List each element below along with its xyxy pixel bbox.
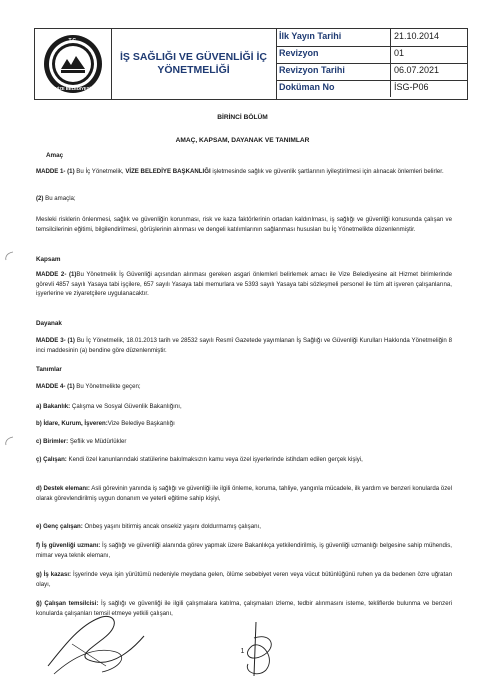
meta-key: Revizyon Tarihi <box>279 65 345 75</box>
article-2: MADDE 2- (1)Bu Yönetmelik İş Güvenliği açısından alınması gereken asgari önlemleri belirlemek amacı ile Vize Belediyesine ait Hizmet birimlerinde görevli 4857 sayılı Yasaya tabi işçilere, 657 sayılı Yasaya tabi memurlara ve 5393 sayılı Yasaya tabi sözleşmeli personel ile tüm alt işveren çalışanlarına, işyerlerine ve ziyaretçilere uygulanacaktır. <box>36 271 452 298</box>
definition-item: ç) Çalışan: Kendi özel kanunlarındaki statülerine bakılmaksızın kamu veya özel işyerlerinde istihdam edilen gerçek kişiyi, <box>36 456 363 463</box>
logo-cell <box>35 29 112 99</box>
article-3: MADDE 3- (1) Bu İç Yönetmelik, 18.01.2013 tarih ve 28532 sayılı Resmî Gazetede yayımlanan İş Sağlığı ve Güvenliği Kurulları Hakkında Yönetmeliğin 8 inci maddesinin (a) bendine göre düzenlenmiştir. <box>36 337 452 354</box>
document-title <box>111 29 277 99</box>
document-header <box>34 28 468 100</box>
section-subtitle: AMAÇ, KAPSAM, DAYANAK VE TANIMLAR <box>175 137 310 144</box>
section-title: BİRİNCİ BÖLÜM <box>217 114 268 121</box>
definition-item: g) İş kazası: İşyerinde veya işin yürütümü nedeniyle meydana gelen, ölüme sebebiyet veren veya vücut bütünlüğünü ruhen ya da bedenen özre uğratan olayı, <box>36 571 452 588</box>
punch-mark <box>3 250 15 262</box>
meta-value: 01 <box>394 48 405 58</box>
meta-row <box>276 63 467 81</box>
definition-item: ğ) Çalışan temsilcisi: İş sağlığı ve güvenliği ile ilgili çalışmalara katılma, çalışmaları izleme, tedbir alınmasını isteme, tekliflerde bulunma ve benzeri konularda çalışanları temsil etmeye yetkili çalışanı, <box>36 600 452 617</box>
meta-value: 06.07.2021 <box>394 65 440 75</box>
article-4: MADDE 4- (1) Bu Yönetmelikte geçen; <box>36 383 141 390</box>
heading-kapsam: Kapsam <box>36 256 61 263</box>
meta-row <box>276 80 467 97</box>
article-1-2: (2) Bu amaçla; <box>36 195 76 202</box>
heading-tanimlar: Tanımlar <box>36 366 62 373</box>
article-1-paragraph: Mesleki risklerin önlenmesi, sağlık ve güvenliğin korunması, risk ve kaza faktörlerinin ortadan kaldırılması, iş sağlığı ve güvenliği konusunda çalışan ve temsilcilerinin eğitimi, bilgilendirilmesi, görüşlerinin alınması ve dengeli katılımlarının sağlanması hususları bu İç Yönetmelikte düzenlenmiştir. <box>36 216 452 233</box>
meta-value: İSG-P06 <box>394 82 429 92</box>
page-number: 1 <box>240 648 245 655</box>
definition-item: b) İdare, Kurum, İşveren:Vize Belediye Başkanlığı <box>36 420 175 427</box>
meta-value: 21.10.2014 <box>394 31 440 41</box>
title-line-2: YÖNETMELİĞİ <box>157 64 230 76</box>
meta-key: Doküman No <box>279 82 335 92</box>
definition-item: e) Genç çalışan: Onbeş yaşını bitirmiş ancak onsekiz yaşını doldurmamış çalışanı, <box>36 523 261 530</box>
heading-amac: Amaç <box>46 152 64 159</box>
meta-key: Revizyon <box>279 48 319 58</box>
meta-key: İlk Yayın Tarihi <box>279 31 342 41</box>
definition-item: c) Birimler: Şeflik ve Müdürlükler <box>36 438 127 445</box>
municipality-seal <box>35 29 111 99</box>
article-1: MADDE 1- (1) Bu İç Yönetmelik, VİZE BELEDİYE BAŞKANLIĞI işletmesinde sağlık ve güvenlik şartlarının iyileştirilmesi için alınacak önlemleri belirler. <box>36 168 444 175</box>
document-meta-table <box>276 29 467 99</box>
signature-left <box>44 606 154 681</box>
punch-mark <box>3 435 15 447</box>
definition-item: a) Bakanlık: Çalışma ve Sosyal Güvenlik Bakanlığını, <box>36 403 182 410</box>
svg-text:VİZE BELEDİYESİ: VİZE BELEDİYESİ <box>55 86 91 91</box>
svg-text:T.C.: T.C. <box>68 38 78 44</box>
definition-item: d) Destek elemanı: Asli görevinin yanında iş sağlığı ve güvenliği ile ilgili önleme, koruma, tahliye, yangınla mücadele, ilk yardım ve benzeri konularda özel olarak görevlendirilmiş uygun donanım ve yeterli eğitime sahip kişiyi, <box>36 485 452 502</box>
heading-dayanak: Dayanak <box>36 320 62 327</box>
definition-item: f) İş güvenliği uzmanı: İş sağlığı ve güvenliği alanında görev yapmak üzere Bakanlıkça yetkilendirilmiş, iş güvenliği uzmanlığı belgesine sahip mühendis, mimar veya teknik elemanı, <box>36 542 452 559</box>
title-line-1: İŞ SAĞLIĞI VE GÜVENLİĞİ İÇ <box>119 51 268 63</box>
meta-row <box>276 29 467 47</box>
meta-row <box>276 46 467 64</box>
